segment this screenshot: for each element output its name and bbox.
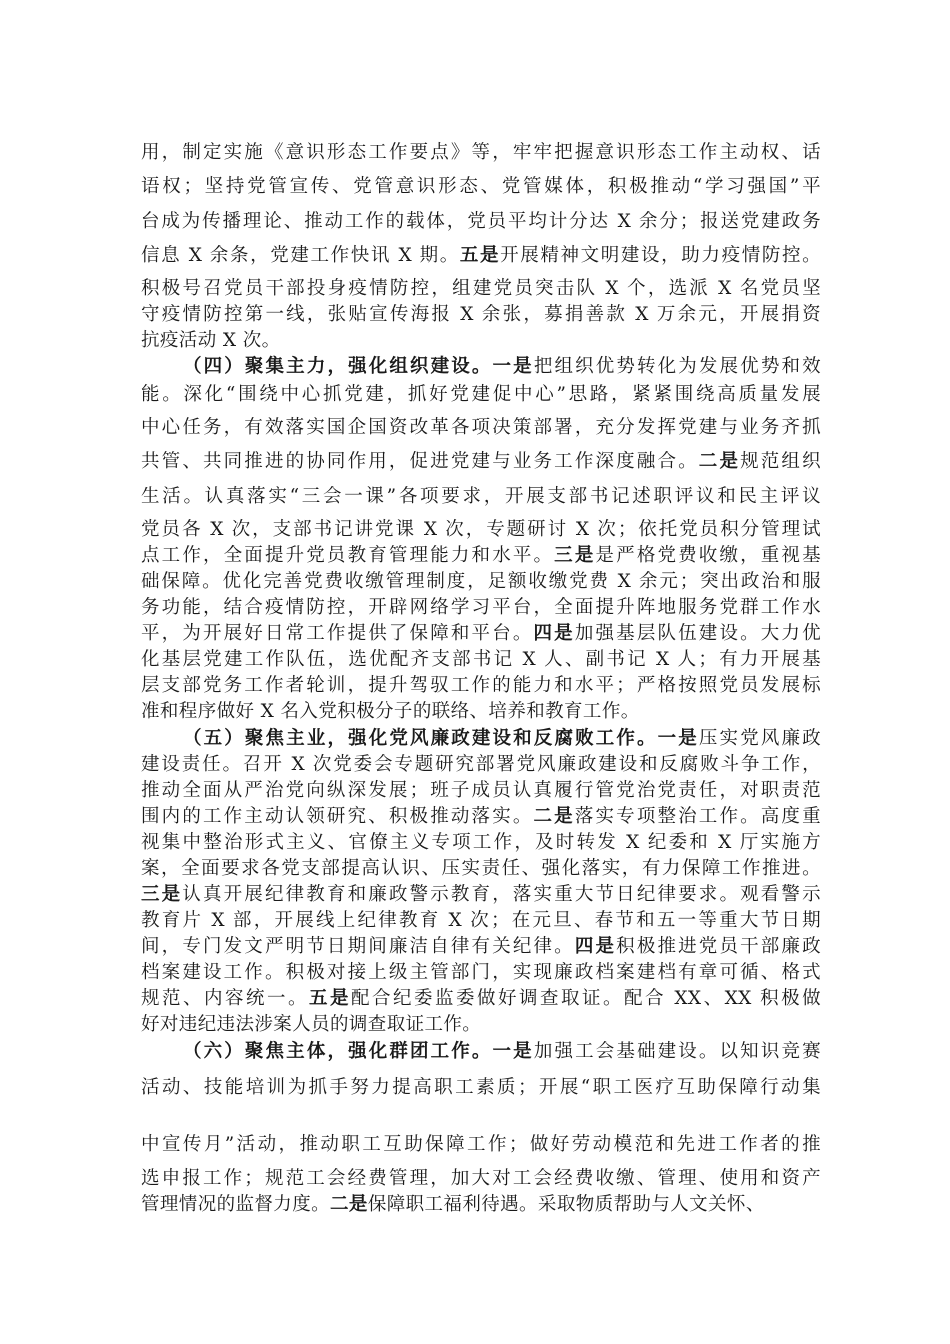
body-text: 管理情况的监督力度。 [141,1194,331,1215]
text-line [141,329,821,353]
text-line [141,909,821,933]
body-text: 积极推进党员干部廉政 [616,936,821,957]
body-text: 开展精神文明建设，助力疫情防控。 [500,245,821,266]
text-line [141,700,821,724]
text-line [141,961,821,985]
body-text: 围内的工作主动认领研究、积极推动落实。 [141,806,534,827]
text-line [141,1013,821,1037]
body-text: 规范、内容统一。 [141,988,309,1009]
text-line [141,935,821,959]
text-line [141,244,821,268]
body-text: 平，为开展好日常工作提供了保障和平台。 [141,623,534,644]
section-heading: （四）聚集主力，强化组织建设。 [183,356,493,377]
text-line [141,570,821,594]
text-line [141,857,821,881]
body-text: 好对违纪违法涉案人员的调查取证工作。 [141,1014,482,1035]
body-text: 压实党风廉政 [698,728,822,749]
text-line [141,779,821,803]
body-text: 用，制定实施《意识形态工作要点》等，牢牢把握意识形态工作主动权、话 [141,142,821,163]
body-text: 层支部党务工作者轮训，提升驾驭工作的能力和水平；严格按照党员发展标 [141,675,821,696]
enumeration-marker: 四是 [533,623,575,644]
body-text: 台成为传播理论、推动工作的载体，党员平均计分达 X 余分；报送党建政务 [141,211,821,232]
body-text: 档案建设工作。积极对接上级主管部门，实现廉政档案建档有章可循、格式 [141,962,821,983]
body-text: 点工作，全面提升党员教育管理能力和水平。 [141,545,555,566]
text-line [141,303,821,327]
text-line [141,674,821,698]
text-line [141,596,821,620]
body-text: 视集中整治形式主义、官僚主义专项工作，及时转发 X 纪委和 X 厅实施方 [141,832,821,853]
body-text: 准和程序做好 X 名入党积极分子的联络、培养和教育工作。 [141,701,640,722]
enumeration-marker: 五是 [459,245,501,266]
body-text: 中宣传月”活动，推动职工互助保障工作；做好劳动模范和先进工作者的推 [141,1134,821,1155]
enumeration-marker: 一是 [492,1041,534,1062]
body-text: 活动、技能培训为抓手努力提高职工素质；开展“职工医疗互助保障行动集 [141,1077,821,1098]
text-line [141,805,821,829]
enumeration-marker: 四是 [574,936,617,957]
body-text: 选申报工作；规范工会经费管理，加大对工会经费收缴、管理、使用和资产 [141,1168,821,1189]
body-text: 语权；坚持党管宣传、党管意识形态、党管媒体，积极推动“学习强国”平 [141,176,821,197]
enumeration-marker: 一是 [657,728,699,749]
text-line [141,831,821,855]
text-line [141,1076,821,1100]
text-line [183,355,821,379]
enumeration-marker: 三是 [554,545,596,566]
enumeration-marker: 三是 [141,884,183,905]
body-text: 中心任务，有效落实国企国资改革各项决策部署，充分发挥党建与业务齐抓 [141,417,821,438]
body-text: 规范组织 [740,451,821,472]
body-text: 认真开展纪律教育和廉政警示教育，落实重大节日纪律要求。观看警示 [182,884,821,905]
body-text: 推动全面从严治党向纵深发展；班子成员认真履行管党治党责任，对职责范 [141,780,821,801]
body-text: 加强工会基础建设。以知识竞赛 [533,1041,821,1062]
body-text: 案，全面要求各党支部提高认识、压实责任、强化落实，有力保障工作推进。 [141,858,821,879]
text-line [141,1193,821,1217]
body-text: 间，专门发文严明节日期间廉洁自律有关纪律。 [141,936,575,957]
enumeration-marker: 五是 [308,988,351,1009]
text-line [141,210,821,234]
text-line [141,485,821,509]
section-heading: （五）聚焦主业，强化党风廉政建设和反腐败工作。 [183,728,658,749]
text-line [141,175,821,199]
body-text: 是严格党费收缴，重视基 [595,545,821,566]
body-text: 把组织优势转化为发展优势和效 [533,356,821,377]
text-line [141,753,821,777]
enumeration-marker: 二是 [698,451,741,472]
text-line [141,1167,821,1191]
body-text: 生活。认真落实“三会一课”各项要求，开展支部书记述职评议和民主评议 [141,486,821,507]
text-line [141,1133,821,1157]
body-text: 党员各 X 次，支部书记讲党课 X 次，专题研讨 X 次；依托党员积分管理试 [141,519,821,540]
text-line [141,383,821,407]
text-line [141,648,821,672]
text-line [141,883,821,907]
text-line [141,277,821,301]
text-line [141,416,821,440]
body-text: 础保障。优化完善党费收缴管理制度，足额收缴党费 X 余元；突出政治和服 [141,571,821,592]
body-text: 配合纪委监委做好调查取证。配合 XX、XX 积极做 [350,988,821,1009]
text-line [141,987,821,1011]
body-text: 加强基层队伍建设。大力优 [574,623,821,644]
enumeration-marker: 二是 [330,1194,368,1215]
body-text: 抗疫活动 X 次。 [141,330,281,351]
body-text: 守疫情防控第一线，张贴宣传海报 X 余张，募捐善款 X 万余元，开展捐资 [141,304,821,325]
body-text: 保障职工福利待遇。采取物质帮助与人文关怀、 [367,1194,765,1215]
text-line [141,518,821,542]
body-text: 能。深化“围绕中心抓党建，抓好党建促中心”思路，紧紧围绕高质量发展 [141,384,821,405]
body-text: 共管、共同推进的协同作用，促进党建与业务工作深度融合。 [141,451,699,472]
text-line [141,450,821,474]
text-line [141,141,821,165]
text-line [183,1040,821,1064]
section-heading: （六）聚焦主体，强化群团工作。 [183,1041,493,1062]
text-line [141,544,821,568]
body-text: 建设责任。召开 X 次党委会专题研究部署党风廉政建设和反腐败斗争工作， [141,754,821,775]
body-text: 务功能，结合疫情防控，开辟网络学习平台，全面提升阵地服务党群工作水 [141,597,821,618]
body-text: 化基层党建工作队伍，选优配齐支部书记 X 人、副书记 X 人；有力开展基 [141,649,821,670]
enumeration-marker: 一是 [492,356,534,377]
enumeration-marker: 二是 [533,806,575,827]
body-text: 信息 X 余条，党建工作快讯 X 期。 [141,245,460,266]
body-text: 教育片 X 部，开展线上纪律教育 X 次；在元旦、春节和五一等重大节日期 [141,910,821,931]
text-line [141,622,821,646]
text-line [183,727,821,751]
body-text: 积极号召党员干部投身疫情防控，组建党员突击队 X 个，选派 X 名党员坚 [141,278,821,299]
body-text: 落实专项整治工作。高度重 [574,806,821,827]
